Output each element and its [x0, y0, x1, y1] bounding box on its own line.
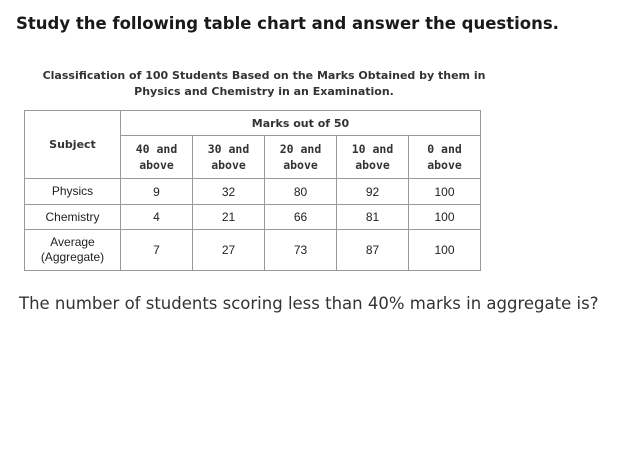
marks-group-header: Marks out of 50 [121, 111, 481, 136]
row-subject [25, 230, 121, 271]
page-heading: Study the following table chart and answer the questions. [16, 14, 559, 33]
table-cell: 66 [265, 205, 337, 230]
table-row-chemistry [25, 205, 481, 230]
column-header [337, 136, 409, 179]
row-subject [25, 179, 121, 205]
row-subject [25, 205, 121, 230]
table-cell: 4 [121, 205, 193, 230]
question-text: The number of students scoring less than 40% marks in aggregate is? [19, 294, 599, 313]
marks-table [24, 110, 481, 271]
table-cell: 87 [337, 230, 409, 271]
column-header-line: above [283, 158, 318, 172]
column-header-line: above [355, 158, 390, 172]
table-cell: 9 [121, 179, 193, 205]
column-header-line: above [211, 158, 246, 172]
column-header-line: above [427, 158, 462, 172]
table-cell: 81 [337, 205, 409, 230]
table-row-average [25, 230, 481, 271]
table-cell: 80 [265, 179, 337, 205]
table-row-physics [25, 179, 481, 205]
column-header-line: 10 and [351, 142, 394, 156]
table-cell: 73 [265, 230, 337, 271]
row-subject-label: Average [50, 235, 95, 249]
table-cell: 32 [193, 179, 265, 205]
column-header-line: 30 and [207, 142, 250, 156]
column-header [265, 136, 337, 179]
column-header [193, 136, 265, 179]
column-header-line: above [139, 158, 174, 172]
row-subject-label: Physics [51, 184, 94, 198]
row-subject-label: Chemistry [45, 209, 100, 224]
table-cell: 92 [337, 179, 409, 205]
column-header-line: 40 and [135, 142, 178, 156]
column-header [409, 136, 481, 179]
caption-line-1: Classification of 100 Students Based on the Marks Obtained by them in [42, 69, 486, 82]
table-cell: 100 [409, 205, 481, 230]
caption-line-2: Physics and Chemistry in an Examination. [134, 85, 394, 98]
subject-column-header: Subject [25, 111, 121, 179]
table-caption [14, 68, 514, 100]
table-cell: 27 [193, 230, 265, 271]
table-cell: 100 [409, 179, 481, 205]
column-header-line: 0 and [427, 142, 462, 156]
table-cell: 7 [121, 230, 193, 271]
table-cell: 21 [193, 205, 265, 230]
column-header [121, 136, 193, 179]
header-row [25, 111, 481, 136]
row-subject-sublabel: (Aggregate) [40, 250, 105, 264]
column-header-line: 20 and [279, 142, 322, 156]
table-cell: 100 [409, 230, 481, 271]
